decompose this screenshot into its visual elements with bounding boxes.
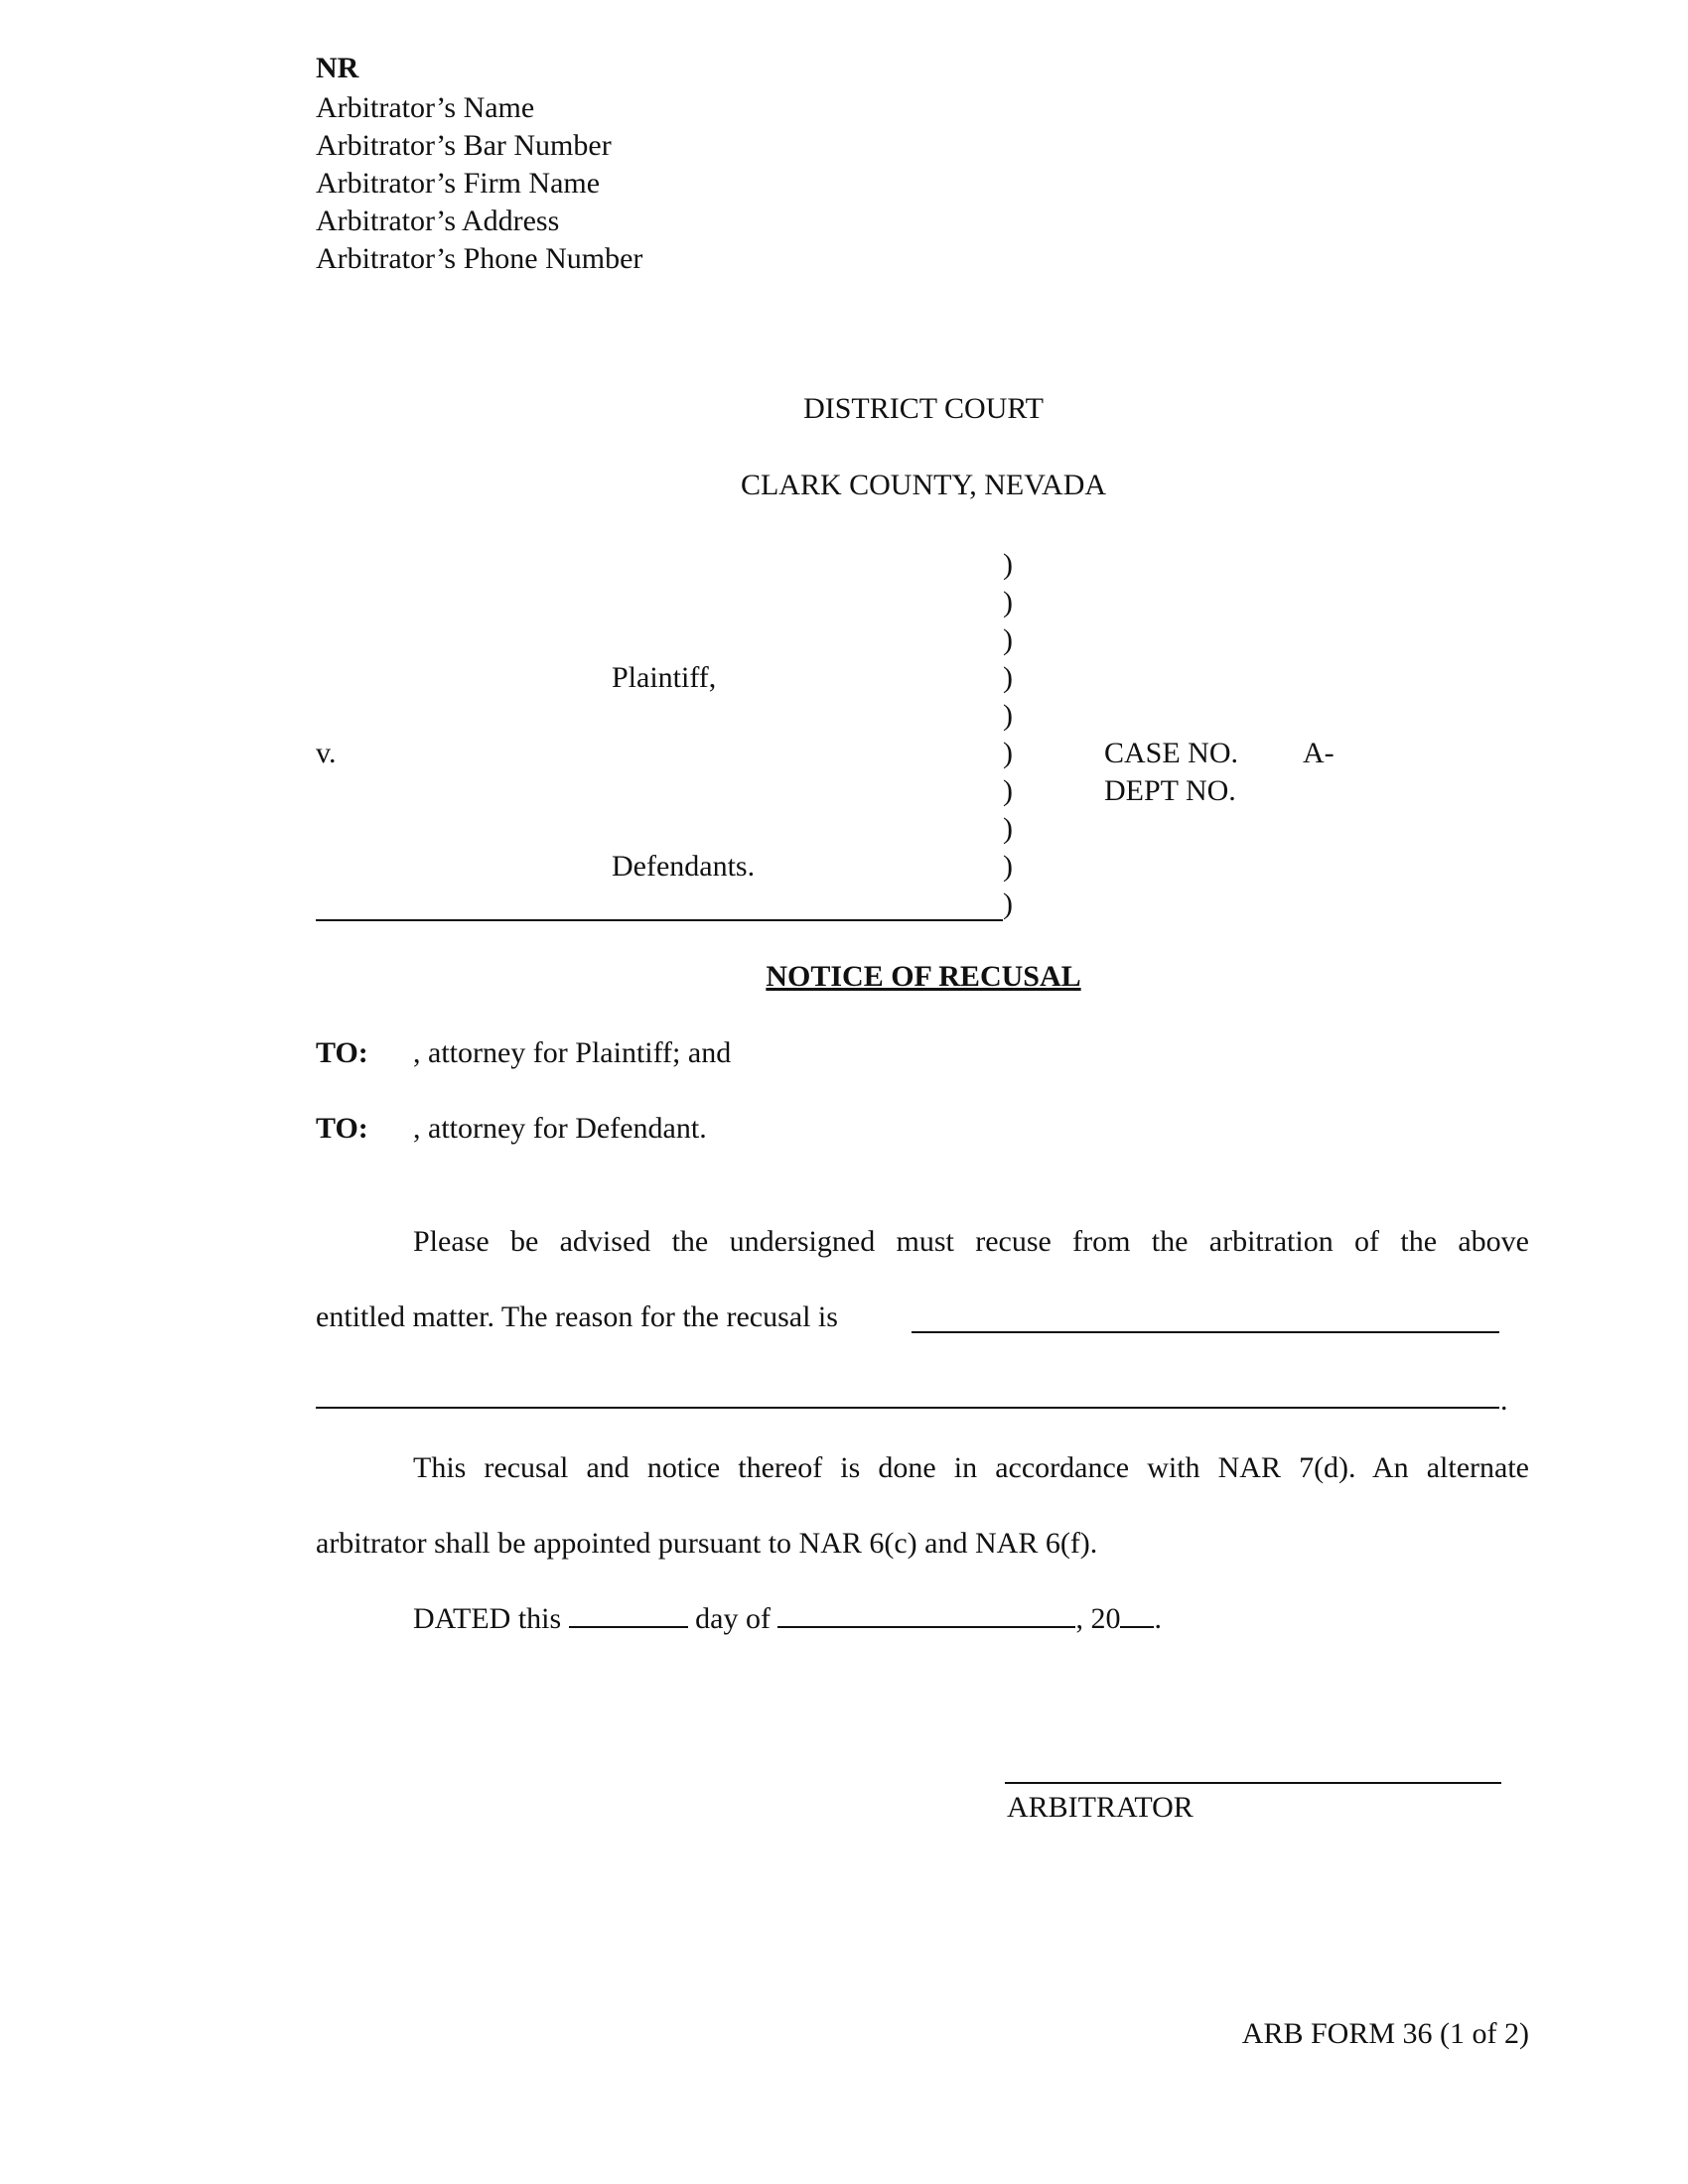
header-code: NR xyxy=(316,52,359,84)
plaintiff-label: Plaintiff, xyxy=(612,661,717,694)
dated-mid: day of xyxy=(695,1602,771,1635)
caption-paren: ) xyxy=(1003,586,1013,618)
document-title: NOTICE OF RECUSAL xyxy=(766,960,1081,993)
para2-line2: arbitrator shall be appointed pursuant to NAR 6(c) and NAR 6(f). xyxy=(316,1527,1098,1560)
caption-paren: ) xyxy=(1003,812,1013,845)
reason-period: . xyxy=(1500,1384,1508,1417)
dated-year-prefix: , 20 xyxy=(1075,1602,1121,1635)
to-text-plaintiff: , attorney for Plaintiff; and xyxy=(413,1036,732,1069)
to-text-defendant: , attorney for Defendant. xyxy=(413,1112,707,1145)
to-label-defendant: TO: xyxy=(316,1112,368,1145)
dated-line xyxy=(413,1600,1162,1638)
arbitrator-address: Arbitrator’s Address xyxy=(316,205,560,237)
case-no-value: A- xyxy=(1303,737,1335,769)
caption-paren: ) xyxy=(1003,887,1013,920)
arbitrator-firm-name: Arbitrator’s Firm Name xyxy=(316,167,601,200)
caption-divider xyxy=(316,919,1003,921)
caption-paren: ) xyxy=(1003,774,1013,807)
dept-no-label: DEPT NO. xyxy=(1104,774,1236,807)
form-footer: ARB FORM 36 (1 of 2) xyxy=(1241,2017,1529,2050)
caption-paren: ) xyxy=(1003,737,1013,769)
caption-paren: ) xyxy=(1003,548,1013,581)
versus-label: v. xyxy=(316,737,337,769)
arbitrator-bar-number: Arbitrator’s Bar Number xyxy=(316,129,612,162)
court-county: CLARK COUNTY, NEVADA xyxy=(740,469,1107,501)
caption-paren: ) xyxy=(1003,850,1013,883)
reason-blank-line[interactable] xyxy=(912,1331,1499,1333)
caption-paren: ) xyxy=(1003,623,1013,656)
caption-paren: ) xyxy=(1003,661,1013,694)
dated-year-blank[interactable] xyxy=(1120,1604,1154,1628)
signature-label: ARBITRATOR xyxy=(1007,1791,1194,1824)
caption-paren: ) xyxy=(1003,699,1013,732)
defendants-label: Defendants. xyxy=(612,850,756,883)
to-label-plaintiff: TO: xyxy=(316,1036,368,1069)
arbitrator-name: Arbitrator’s Name xyxy=(316,91,535,124)
dated-month-blank[interactable] xyxy=(777,1604,1075,1628)
dated-day-blank[interactable] xyxy=(569,1604,688,1628)
signature-line[interactable] xyxy=(1005,1782,1501,1784)
para1-line2: entitled matter. The reason for the recusal is xyxy=(316,1300,838,1333)
para2-line1: This recusal and notice thereof is done in accordance with NAR 7(d). An alternate xyxy=(413,1451,1529,1484)
arbitrator-phone-number: Arbitrator’s Phone Number xyxy=(316,242,643,275)
court-name: DISTRICT COURT xyxy=(803,392,1044,425)
dated-prefix: DATED this xyxy=(413,1602,562,1635)
para1-line1: Please be advised the undersigned must recuse from the arbitration of the above xyxy=(413,1225,1529,1258)
reason-blank-line-2[interactable] xyxy=(316,1407,1499,1409)
dated-end: . xyxy=(1154,1602,1162,1635)
case-no-label: CASE NO. xyxy=(1104,737,1239,769)
